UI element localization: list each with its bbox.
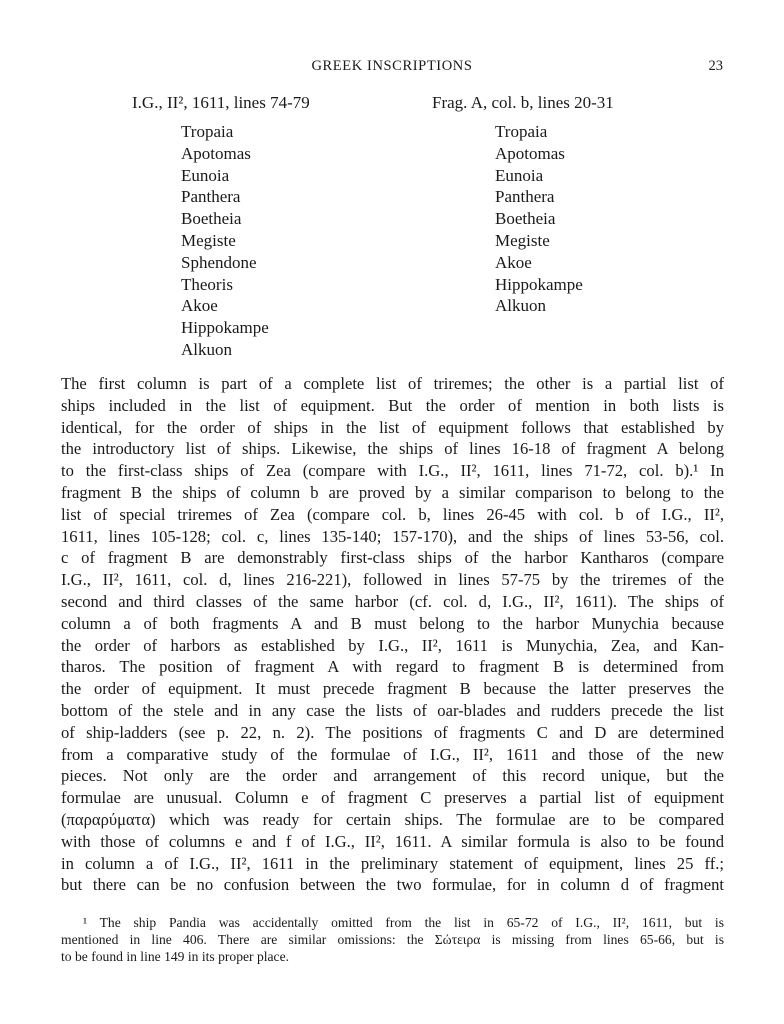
text-line: column a of both fragments A and B must belong to the harbor Munychia because <box>61 613 724 633</box>
list-item: Panthera <box>181 187 241 207</box>
list-item: Megiste <box>495 230 550 250</box>
list-item: Boetheia <box>181 209 242 229</box>
text-line: 1611, lines 105-128; col. c, lines 135-140; 157-170), and the ships of lines 53-56, col. <box>61 526 724 546</box>
left-ship-list <box>181 121 269 361</box>
list-item: Alkuon <box>495 296 546 316</box>
footnote-line: to be found in line 149 in its proper place. <box>61 949 290 965</box>
text-line: but there can be no confusion between the two formulae, for in column d of fragment <box>61 875 724 895</box>
list-item: Hippokampe <box>181 318 269 338</box>
list-item: Hippokampe <box>495 274 583 294</box>
text-line: in column a of I.G., II², 1611 in the preliminary statement of equipment, lines 25 ff.; <box>61 853 724 873</box>
footnote <box>61 914 724 966</box>
text-line: pieces. Not only are the order and arrangement of this record unique, but the <box>61 766 724 786</box>
text-line: the introductory list of ships. Likewise, the ships of lines 16-18 of fragment A belong <box>61 439 724 459</box>
right-column-heading: Frag. A, col. b, lines 20-31 <box>432 93 614 112</box>
text-line: with those of columns e and f of I.G., II², 1611. A similar formula is also to be found <box>61 831 724 851</box>
text-line: identical, for the order of ships in the list of equipment follows that established by <box>61 417 724 437</box>
text-line: the order of harbors as established by I.G., II², 1611 is Munychia, Zea, and Kan- <box>61 635 724 655</box>
text-line: ships included in the list of equipment. But the order of mention in both lists is <box>61 395 724 415</box>
text-line: of ship-ladders (see p. 22, n. 2). The positions of fragments C and D are determined <box>61 722 724 742</box>
left-column-heading: I.G., II², 1611, lines 74-79 <box>132 93 310 112</box>
text-line: fragment B the ships of column b are proved by a similar comparison to belong to the <box>61 482 724 502</box>
list-item: Eunoia <box>495 165 544 185</box>
list-item: Apotomas <box>495 143 565 163</box>
list-item: Sphendone <box>181 252 257 272</box>
list-item: Akoe <box>495 252 532 272</box>
footnote-line: mentioned in line 406. There are similar omissions: the Σώτειρα is missing from lines 65-66, but is <box>61 932 724 948</box>
text-line: to the first-class ships of Zea (compare with I.G., II², 1611, lines 71-72, col. b).¹ In <box>61 461 724 481</box>
text-line: the order of equipment. It must precede fragment B because the latter preserves the <box>61 679 724 699</box>
list-item: Theoris <box>181 274 233 294</box>
text-line: tharos. The position of fragment A with regard to fragment B is determined from <box>61 657 724 677</box>
list-item: Akoe <box>181 296 218 316</box>
list-item: Eunoia <box>181 165 230 185</box>
text-line: from a comparative study of the formulae of I.G., II², 1611 and those of the new <box>61 744 724 764</box>
footnote-line: ¹ The ship Pandia was accidentally omitted from the list in 65-72 of I.G., II², 1611, but is <box>83 915 724 930</box>
right-ship-list <box>495 121 583 317</box>
running-title: GREEK INSCRIPTIONS <box>311 58 473 74</box>
page-number: 23 <box>708 58 723 74</box>
list-item: Apotomas <box>181 143 251 163</box>
text-line: I.G., II², 1611, col. d, lines 216-221), followed in lines 57-75 by the triremes of the <box>61 570 724 590</box>
text-line: bottom of the stele and in any case the lists of oar-blades and rudders precede the list <box>61 700 724 720</box>
text-line: The first column is part of a complete list of triremes; the other is a partial list of <box>61 374 724 393</box>
list-item: Boetheia <box>495 209 556 229</box>
text-line: formulae are unusual. Column e of fragment C preserves a partial list of equipment <box>61 788 724 808</box>
text-line: second and third classes of the same harbor (cf. col. d, I.G., II², 1611). The ships of <box>61 591 724 611</box>
text-line: list of special triremes of Zea (compare col. b, lines 26-45 with col. b of I.G., II², <box>61 504 724 524</box>
list-item: Tropaia <box>495 122 548 141</box>
list-item: Alkuon <box>181 339 232 359</box>
text-line: (παραρύματα) which was ready for certain ships. The formulae are to be compared <box>61 809 724 829</box>
list-item: Panthera <box>495 187 555 207</box>
list-item: Megiste <box>181 230 236 250</box>
list-item: Tropaia <box>181 122 234 141</box>
text-line: c of fragment B are demonstrably first-class ships of the harbor Kantharos (compare <box>61 548 724 568</box>
body-paragraph <box>61 373 724 896</box>
